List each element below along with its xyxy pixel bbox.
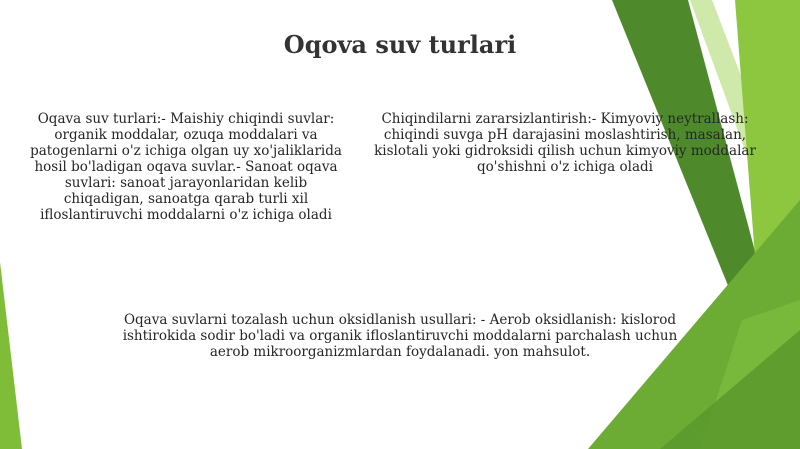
bottom-text-block: Oqava suvlarni tozalash uchun oksidlanish usullari: - Aerob oksidlanish: kislorod ishtirokida sodir bo'ladi va organik ifloslantiruvchi moddalarni parchalash uchun aerob mikroorganizmlardan foydalanadi. yon mahsulot.	[122, 312, 678, 360]
right-text-block: Chiqindilarni zararsizlantirish:- Kimyoviy neytrallash: chiqindi suvga pH darajasini moslashtirish, masalan, kislotali yoki gidroksidi qilish uchun kimyoviy moddalar qo'shishni o'z ichiga oladi	[374, 111, 756, 175]
left-green-sliver	[0, 262, 22, 449]
slide-title: Oqova suv turlari	[283, 30, 517, 59]
left-text-block: Oqava suv turlari:- Maishiy chiqindi suvlar: organik moddalar, ozuqa moddalari va patogenlarni o'z ichiga olgan uy xo'jaliklarida hosil bo'ladigan oqava suvlar.- Sanoat oqava suvlari: sanoat jarayonlaridan kelib chiqadigan, sanoatga qarab turli xil ifloslantiruvchi moddalarni o'z ichiga oladi	[30, 111, 342, 223]
